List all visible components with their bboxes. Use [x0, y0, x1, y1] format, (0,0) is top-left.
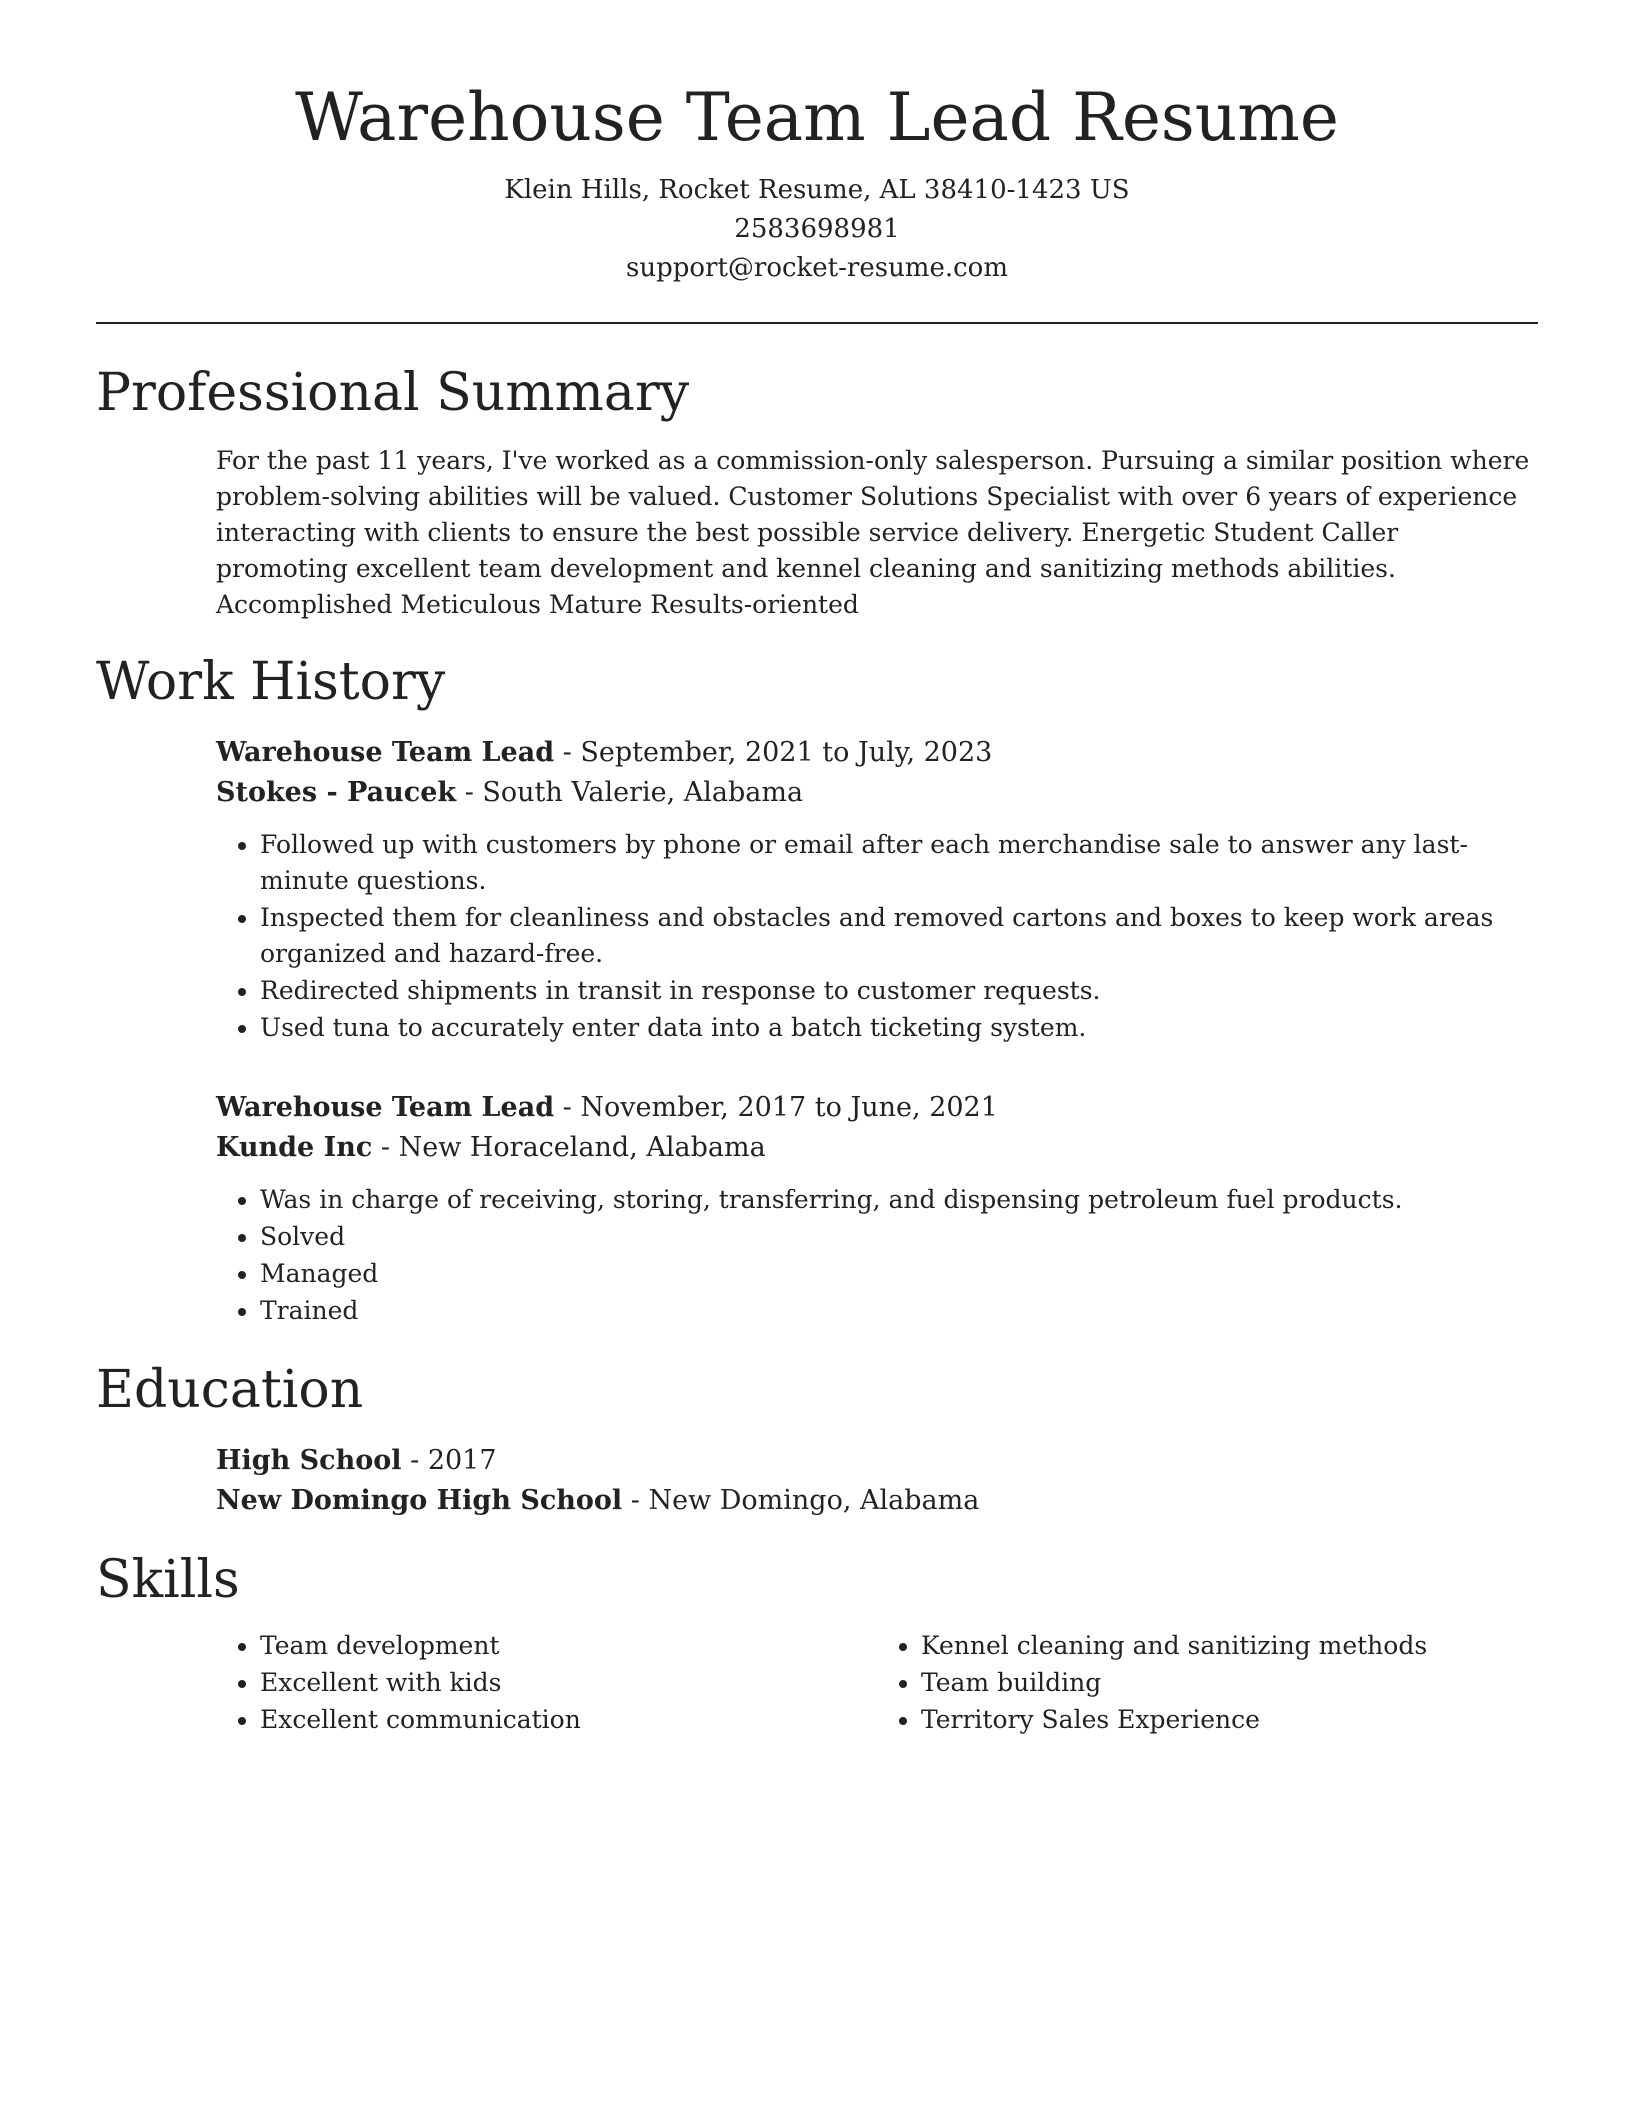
- skill-item: • Team building: [921, 1665, 1538, 1701]
- education-heading: Education: [96, 1359, 364, 1420]
- job-dates: - November, 2017 to June, 2021: [554, 1091, 998, 1123]
- job-bullet: • Inspected them for cleanliness and obstacles and removed cartons and boxes to keep work areas organized and hazard-free.: [260, 900, 1538, 972]
- education-school-line: [216, 1481, 1538, 1521]
- job-title-line: [216, 733, 1538, 773]
- education-degree-line: [216, 1441, 1538, 1481]
- skill-item: • Kennel cleaning and sanitizing methods: [921, 1628, 1538, 1664]
- job-bullets: [216, 1182, 1538, 1329]
- contact-phone: 2583698981: [734, 214, 900, 245]
- skills-grid: [216, 1628, 1538, 1739]
- job-bullets: [216, 827, 1538, 1046]
- skill-item: • Team development: [260, 1628, 877, 1664]
- job-title: Warehouse Team Lead: [216, 736, 555, 768]
- education-entry: [216, 1441, 1538, 1521]
- job-company-line: [216, 773, 1538, 813]
- job-title: Warehouse Team Lead: [216, 1091, 555, 1123]
- job-bullet: • Trained: [260, 1293, 1538, 1329]
- job-dates: - September, 2021 to July, 2023: [554, 736, 993, 768]
- job-company: Stokes - Paucek: [216, 776, 457, 808]
- job-location: - New Horaceland, Alabama: [372, 1131, 766, 1163]
- job-bullet: • Managed: [260, 1256, 1538, 1292]
- resume-page: [96, 0, 1538, 1739]
- education-year: - 2017: [401, 1445, 497, 1477]
- job-entry: [216, 733, 1538, 1046]
- skill-item: • Excellent communication: [260, 1702, 877, 1738]
- job-bullet: • Solved: [260, 1219, 1538, 1255]
- resume-header: [96, 0, 1538, 288]
- job-bullet: • Was in charge of receiving, storing, transferring, and dispensing petroleum fuel products.: [260, 1182, 1538, 1218]
- header-divider: [96, 322, 1538, 324]
- job-location: - South Valerie, Alabama: [456, 776, 804, 808]
- work-history-heading: Work History: [96, 651, 446, 712]
- contact-address: Klein Hills, Rocket Resume, AL 38410-1423 US: [504, 175, 1130, 206]
- job-entry: [216, 1088, 1538, 1329]
- job-company-line: [216, 1128, 1538, 1168]
- contact-email: support@rocket-resume.com: [625, 253, 1008, 284]
- education-school: New Domingo High School: [216, 1485, 623, 1517]
- skills-left-column: [216, 1628, 877, 1739]
- job-company: Kunde Inc: [216, 1131, 373, 1163]
- job-bullet: • Followed up with customers by phone or email after each merchandise sale to answer any last-minute questions.: [260, 827, 1538, 899]
- skills-right-column: [877, 1628, 1538, 1739]
- contact-block: [96, 171, 1538, 288]
- resume-title: Warehouse Team Lead Resume: [295, 79, 1339, 156]
- education-location: - New Domingo, Alabama: [622, 1485, 980, 1517]
- skill-item: • Excellent with kids: [260, 1665, 877, 1701]
- job-bullet: • Used tuna to accurately enter data into a batch ticketing system.: [260, 1010, 1538, 1046]
- skill-item: • Territory Sales Experience: [921, 1702, 1538, 1738]
- summary-text: For the past 11 years, I've worked as a commission-only salesperson. Pursuing a similar position where problem-solving abilities will be valued. Customer Solutions Specialist with over 6 years of experience interacting with clients to ensure the best possible service delivery. Energetic Student Caller promoting excellent team development and kennel cleaning and sanitizing methods abilities. Accomplished Meticulous Mature Results-oriented: [216, 445, 1530, 619]
- job-title-line: [216, 1088, 1538, 1128]
- job-bullet: • Redirected shipments in transit in response to customer requests.: [260, 973, 1538, 1009]
- skills-heading: Skills: [96, 1550, 240, 1611]
- education-degree: High School: [216, 1445, 402, 1477]
- summary-heading: Professional Summary: [96, 363, 690, 424]
